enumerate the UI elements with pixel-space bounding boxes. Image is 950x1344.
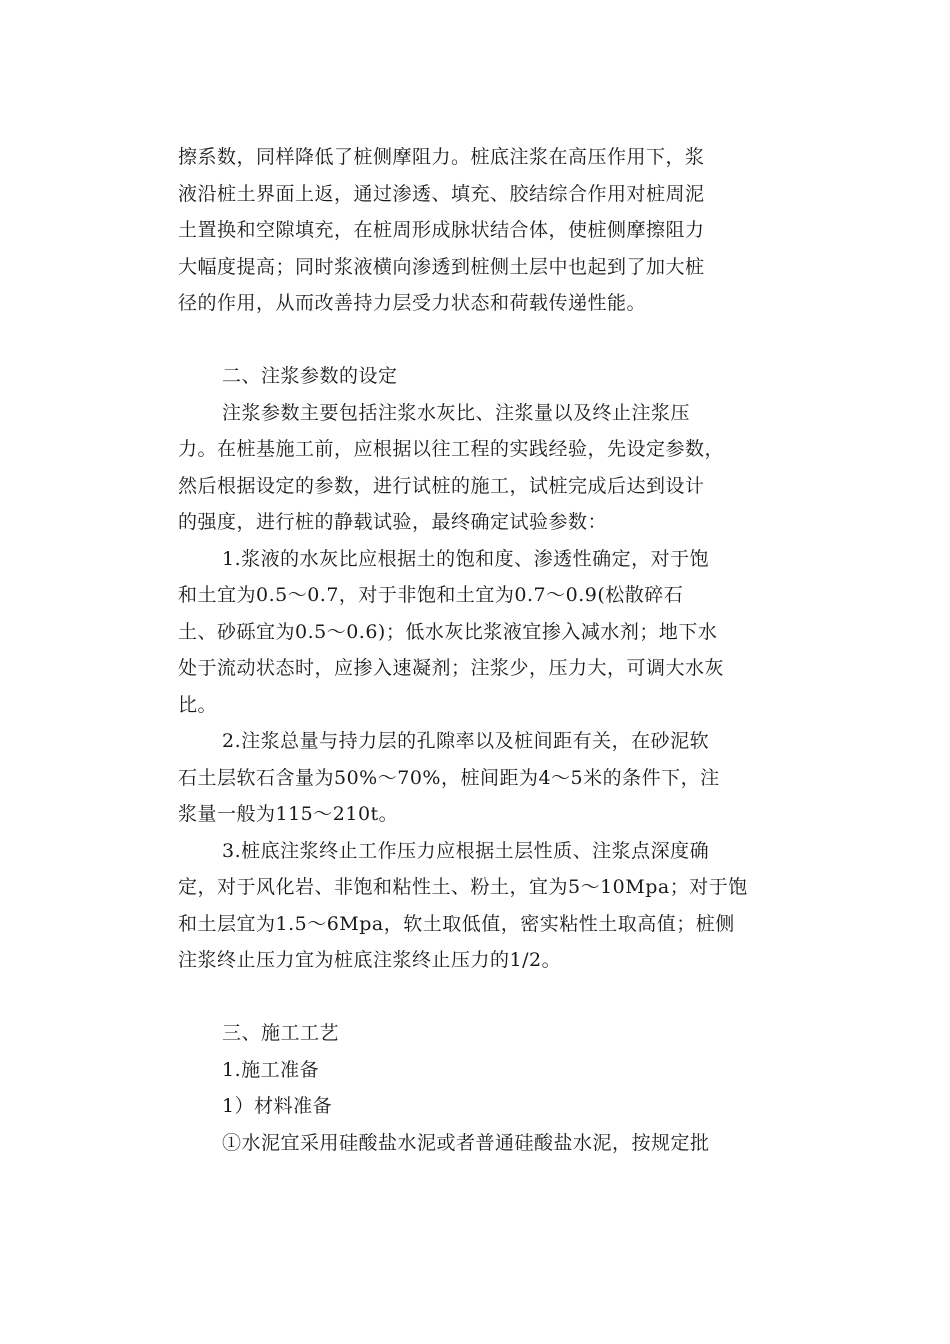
blank-line <box>178 979 778 1016</box>
list-item-2 <box>178 723 778 833</box>
text-line: 液沿桩土界面上返，通过渗透、填充、胶结综合作用对桩周泥 <box>178 182 705 205</box>
text-line: 注浆终止压力宜为桩底注浆终止压力的1/2。 <box>178 949 562 971</box>
section-3-heading: 三、施工工艺 <box>222 1022 340 1044</box>
list-item-1 <box>178 541 778 724</box>
text-line: 然后根据设定的参数，进行试桩的施工，试桩完成后达到设计 <box>178 474 705 497</box>
text-line: 3.桩底注浆终止工作压力应根据土层性质、注浆点深度确 <box>222 839 710 862</box>
text-line: 注浆参数主要包括注浆水灰比、注浆量以及终止注浆压 <box>222 401 691 424</box>
text-line: 的强度，进行桩的静载试验，最终确定试验参数： <box>178 511 608 533</box>
text-line: 土、砂砾宜为0.5～0.6)；低水灰比浆液宜掺入减水剂；地下水 <box>178 620 718 643</box>
text-line: 定，对于风化岩、非饱和粘性土、粉土，宜为5～10Mpa；对于饱 <box>178 876 748 898</box>
text-line: 1.浆液的水灰比应根据土的饱和度、渗透性确定，对于饱 <box>222 547 710 570</box>
document-body <box>178 139 778 1161</box>
text-line: 力。在桩基施工前，应根据以往工程的实践经验，先设定参数， <box>178 438 725 460</box>
text-line: 土置换和空隙填充，在桩周形成脉状结合体，使桩侧摩擦阻力 <box>178 219 705 241</box>
text-line: 浆量一般为115～210t。 <box>178 803 399 825</box>
text-line: 大幅度提高；同时浆液横向渗透到桩侧土层中也起到了加大桩 <box>178 255 705 278</box>
text-line: 石土层软石含量为50%～70%，桩间距为4～5米的条件下，注 <box>178 766 720 789</box>
text-line: 擦系数，同样降低了桩侧摩阻力。桩底注浆在高压作用下，浆 <box>178 146 705 168</box>
section-2-heading: 二、注浆参数的设定 <box>222 365 398 387</box>
text-line: 和土宜为0.5～0.7，对于非饱和土宜为0.7～0.9(松散碎石 <box>178 584 684 606</box>
text-line: 径的作用，从而改善持力层受力状态和荷载传递性能。 <box>178 292 647 314</box>
intro-paragraph <box>178 139 778 322</box>
text-line: 和土层宜为1.5～6Mpa，软土取低值，密实粘性土取高值；桩侧 <box>178 912 735 935</box>
blank-line <box>178 322 778 359</box>
subheading-construction-prep: 1.施工准备 <box>222 1058 320 1081</box>
text-line: 处于流动状态时，应掺入速凝剂；注浆少，压力大，可调大水灰 <box>178 657 725 679</box>
text-line: ①水泥宜采用硅酸盐水泥或者普通硅酸盐水泥，按规定批 <box>222 1131 710 1154</box>
subheading-material-prep: 1）材料准备 <box>222 1095 333 1117</box>
text-line: 2.注浆总量与持力层的孔隙率以及桩间距有关，在砂泥软 <box>222 730 710 752</box>
text-line: 比。 <box>178 693 218 716</box>
list-item-3 <box>178 833 778 979</box>
section-2-paragraph <box>178 395 778 541</box>
